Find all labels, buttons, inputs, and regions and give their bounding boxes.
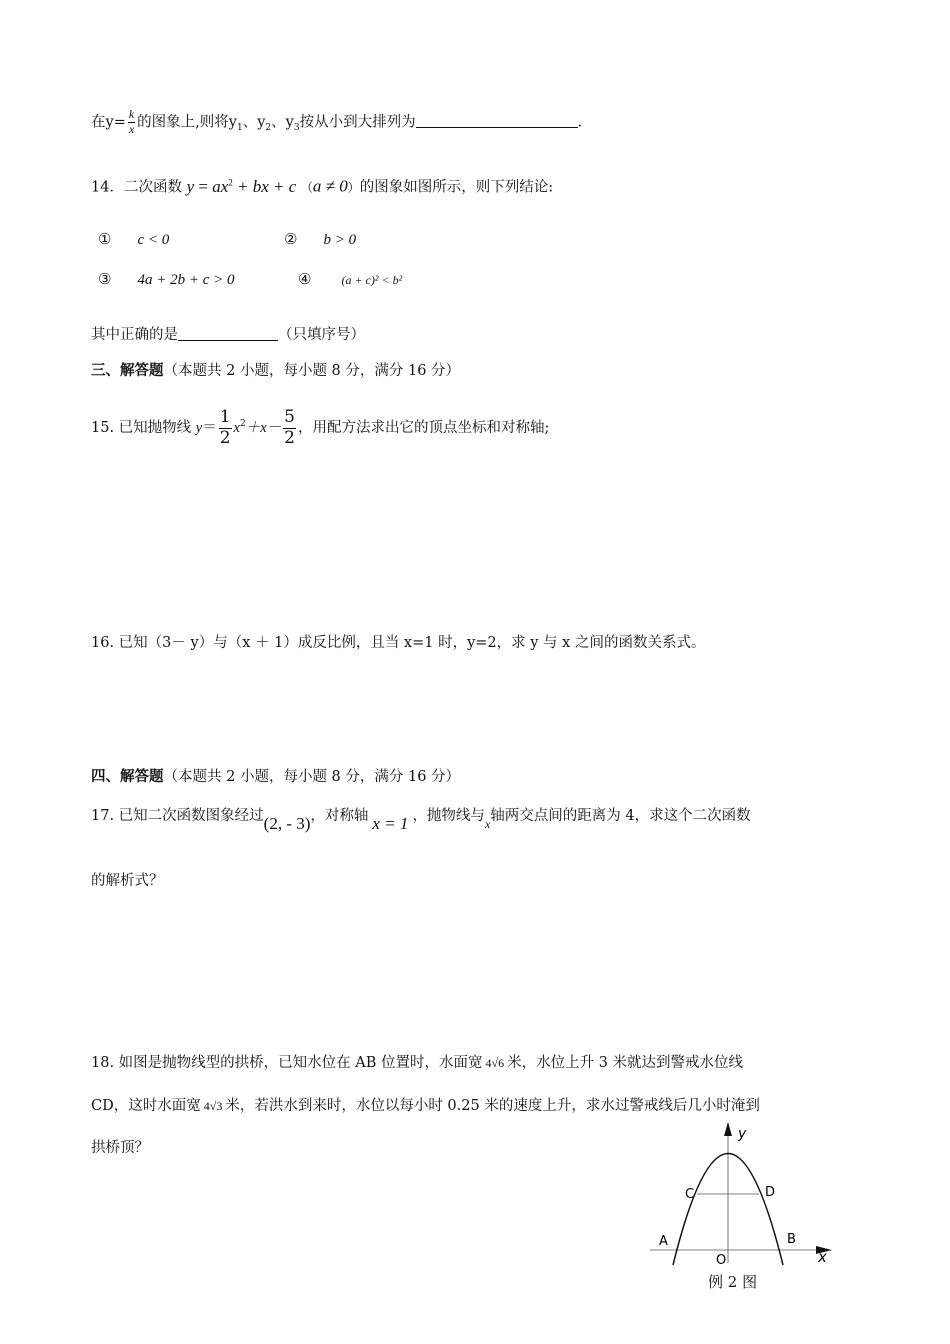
q14-answer-blank[interactable] — [178, 326, 278, 341]
q15-line: 15. 已知抛物线 y＝ $\frac{1}{2}$ $x^2+x-$ $\frac{5}{2}$ ，用配方法求出它的顶点坐标和对称轴; — [91, 407, 550, 448]
q13-fraction: $\frac{k}{x}$ — [128, 107, 135, 136]
label-c: C — [685, 1187, 695, 1202]
q14-option-1: ① c < 0 — [98, 230, 170, 248]
label-x: x — [818, 1248, 827, 1266]
q17-line-1: 17. 已知二次函数图象经过(2, - 3)，对称轴 x = 1 ，抛物线与$_x$轴两交点间的距离为 4，求这个二次函数 — [91, 808, 751, 833]
y-axis-arrow — [724, 1122, 732, 1136]
q14-formula: $y = ax^2$ + bx + c — [186, 176, 297, 196]
label-a: A — [659, 1234, 668, 1249]
q14-option-4: ④ (a + c)² < b² — [298, 270, 403, 288]
q18-line-1: 18. 如图是抛物线型的拱桥，已知水位在 AB 位置时，水面宽 4√6 米，水位上升 3 米就达到警戒水位线 — [91, 1055, 744, 1071]
q14-line: 14．二次函数 $y = ax^2$ + bx + c （a ≠ 0）的图象如图所示，则下列结论: — [91, 176, 554, 196]
q13-prefix: 在y= — [91, 114, 126, 131]
label-b: B — [787, 1232, 796, 1247]
q14-option-3: ③ 4a + 2b + c > 0 — [98, 270, 235, 288]
q14-condition: a ≠ 0 — [312, 176, 348, 196]
q14-answer-line: 其中正确的是 （只填序号） — [91, 327, 365, 343]
figure-caption: 例 2 图 — [708, 1273, 758, 1291]
section-4-heading: 四、解答题（本题共 2 小题，每小题 8 分，满分 16 分） — [91, 768, 461, 785]
q15-fraction-half: $\frac{1}{2}$ — [219, 407, 231, 448]
q13-tail-line: 在y= $\frac{k}{x}$ 的图象上,则将$y_1$、$y_2$、$y_3$按从小到大排列为 . — [91, 107, 583, 136]
q16-line: 16. 已知（3－ y）与（x ＋ 1）成反比例，且当 x=1 时，y=2，求 y 与 x 之间的函数关系式。 — [91, 635, 706, 651]
label-y: y — [738, 1126, 747, 1142]
q14-option-2: ② b > 0 — [284, 230, 357, 248]
arch-bridge-figure — [640, 1118, 840, 1268]
q18-line-3: 拱桥顶？ — [91, 1140, 149, 1156]
label-o: O — [716, 1253, 727, 1268]
q15-fraction-five-halves: $\frac{5}{2}$ — [284, 407, 295, 448]
label-d: D — [765, 1185, 776, 1200]
q17-line-2: 的解析式？ — [91, 873, 164, 889]
q18-line-2: CD，这时水面宽 4√3 米，若洪水到来时，水位以每小时 0.25 米的速度上升，求水过警戒线后几小时淹到 — [91, 1098, 760, 1114]
section-3-heading: 三、解答题（本题共 2 小题，每小题 8 分，满分 16 分） — [91, 362, 461, 379]
q13-answer-blank[interactable] — [416, 113, 578, 128]
